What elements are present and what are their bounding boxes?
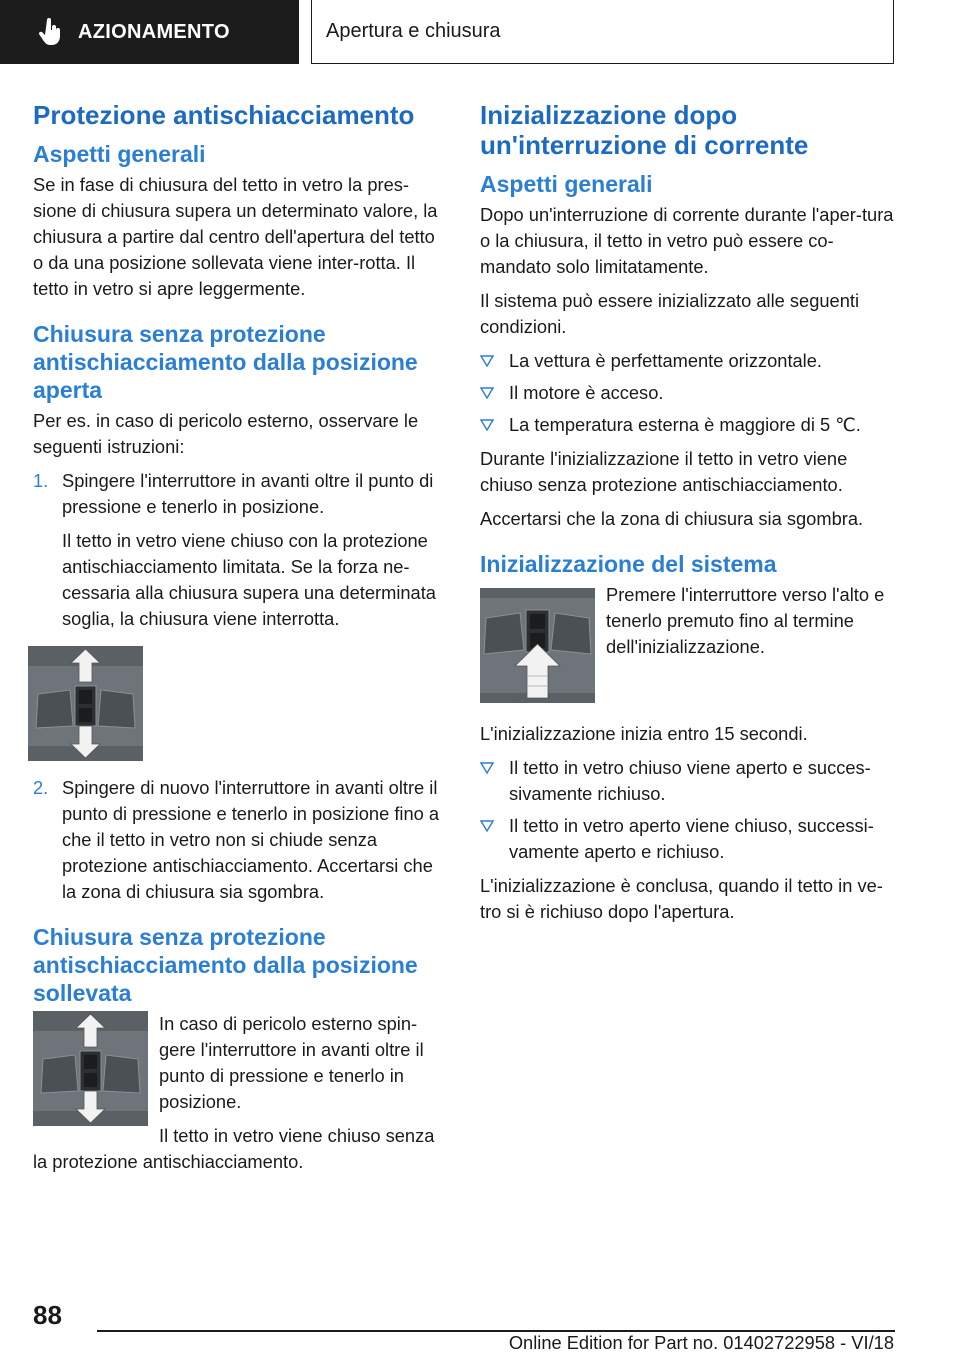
steps-list-2 bbox=[33, 775, 445, 905]
switch-photo-forward-back bbox=[28, 646, 143, 761]
paragraph-open-intro: Per es. in caso di pericolo esterno, osservare le seguenti istruzioni: bbox=[33, 410, 419, 457]
paragraph-during: Durante l'inizializzazione il tetto in vetro viene chiuso senza protezione antischiacciamento. bbox=[480, 448, 848, 495]
paragraph-start: L'inizializzazione inizia entro 15 secondi. bbox=[480, 723, 808, 744]
list-item-text: La vettura è perfettamente orizzontale. bbox=[509, 350, 822, 371]
bullet-triangle-icon bbox=[480, 819, 494, 833]
heading-protection: Protezione antischiacciamento bbox=[33, 100, 415, 130]
step-number: 1. bbox=[33, 470, 49, 491]
heading-general-left: Aspetti generali bbox=[33, 141, 206, 167]
list-item-text: La temperatura esterna è maggiore di 5 ℃. bbox=[509, 414, 861, 435]
heading-closing-raised: Chiusura senza protezione antischiacciamento dalla posizione sollevata bbox=[33, 924, 418, 1006]
list-item bbox=[480, 380, 896, 406]
paragraph-check: Accertarsi che la zona di chiusura sia sgombra. bbox=[480, 508, 864, 529]
sequence-list bbox=[480, 755, 896, 865]
chapter-title: Apertura e chiusura bbox=[326, 20, 501, 42]
footer-edition: Online Edition for Part no. 01402722958 - VI/18 bbox=[508, 1332, 894, 1353]
paragraph-conditions-intro: Il sistema può essere inizializzato alle seguenti condizioni. bbox=[480, 290, 860, 337]
list-item bbox=[480, 348, 896, 374]
step-number: 2. bbox=[33, 777, 49, 798]
list-item bbox=[480, 813, 896, 865]
system-block bbox=[480, 582, 896, 711]
paragraph-raised: In caso di pericolo esterno spin-gere l'interruttore in avanti oltre il punto di pressione e tenerlo in posizione. bbox=[159, 1013, 424, 1112]
paragraph-raised-2: Il tetto in vetro viene chiuso senza la protezione antischiacciamento. bbox=[33, 1125, 435, 1172]
switch-illustration bbox=[33, 1011, 148, 1126]
conditions-list bbox=[480, 348, 896, 438]
left-column bbox=[33, 100, 445, 1183]
paragraph-end: L'inizializzazione è conclusa, quando il tetto in ve-tro si è richiuso dopo l'apertura. bbox=[480, 875, 883, 922]
switch-illustration bbox=[480, 588, 595, 703]
bullet-triangle-icon bbox=[480, 761, 494, 775]
raised-block bbox=[33, 1011, 445, 1175]
heading-closing-open: Chiusura senza protezione antischiacciamento dalla posizione aperta bbox=[33, 321, 418, 403]
heading-system-init: Inizializzazione del sistema bbox=[480, 551, 777, 577]
paragraph-general-left: Se in fase di chiusura del tetto in vetro la pres-sione di chiusura supera un determinato valore, la chiusura a partire dal centro dell'apertura del tetto o da una posizione sollevata viene inter-rotta. Il tetto in vetro si apre leggermente. bbox=[33, 174, 438, 299]
right-column bbox=[480, 100, 896, 933]
step-text: Spingere l'interruttore in avanti oltre il punto di pressione e tenerlo in posizione. bbox=[62, 470, 434, 517]
paragraph-system: Premere l'interruttore verso l'alto e tenerlo premuto fino al termine dell'inizializzazione. bbox=[606, 584, 885, 657]
heading-initialization: Inizializzazione dopo un'interruzione di corrente bbox=[480, 100, 809, 160]
paragraph-general-right: Dopo un'interruzione di corrente durante l'aper-tura o la chiusura, il tetto in vetro può essere co-mandato solo limitatamente. bbox=[480, 204, 894, 277]
page-number: 88 bbox=[33, 1300, 62, 1330]
list-item-text: Il tetto in vetro chiuso viene aperto e succes-sivamente richiuso. bbox=[509, 757, 871, 804]
heading-general-right: Aspetti generali bbox=[480, 171, 653, 197]
switch-illustration bbox=[28, 646, 143, 761]
list-item bbox=[480, 412, 896, 438]
step-text: Spingere di nuovo l'interruttore in avanti oltre il punto di pressione e tenerlo in posizione fino a che il tetto in vetro non si chiude senza protezione antischiacciamento. Accertarsi che la zona di chiusura sia sgombra. bbox=[62, 777, 440, 902]
step-item bbox=[33, 468, 445, 632]
list-item-text: Il tetto in vetro aperto viene chiuso, successi-vamente aperto e richiuso. bbox=[509, 815, 874, 862]
section-tab bbox=[0, 0, 299, 64]
hand-pointer-icon bbox=[38, 18, 64, 46]
list-item bbox=[480, 755, 896, 807]
step-item bbox=[33, 775, 445, 905]
list-item-text: Il motore è acceso. bbox=[509, 382, 664, 403]
bullet-triangle-icon bbox=[480, 386, 494, 400]
switch-photo-up bbox=[480, 588, 595, 703]
chapter-box bbox=[311, 0, 894, 64]
bullet-triangle-icon bbox=[480, 354, 494, 368]
section-title: AZIONAMENTO bbox=[78, 20, 230, 43]
steps-list bbox=[33, 468, 445, 632]
bullet-triangle-icon bbox=[480, 418, 494, 432]
step-subtext: Il tetto in vetro viene chiuso con la protezione antischiacciamento limitata. Se la forza ne-cessaria alla chiusura supera una determinata soglia, la chiusura viene interrotta. bbox=[62, 530, 436, 629]
switch-photo-raised bbox=[33, 1011, 148, 1126]
